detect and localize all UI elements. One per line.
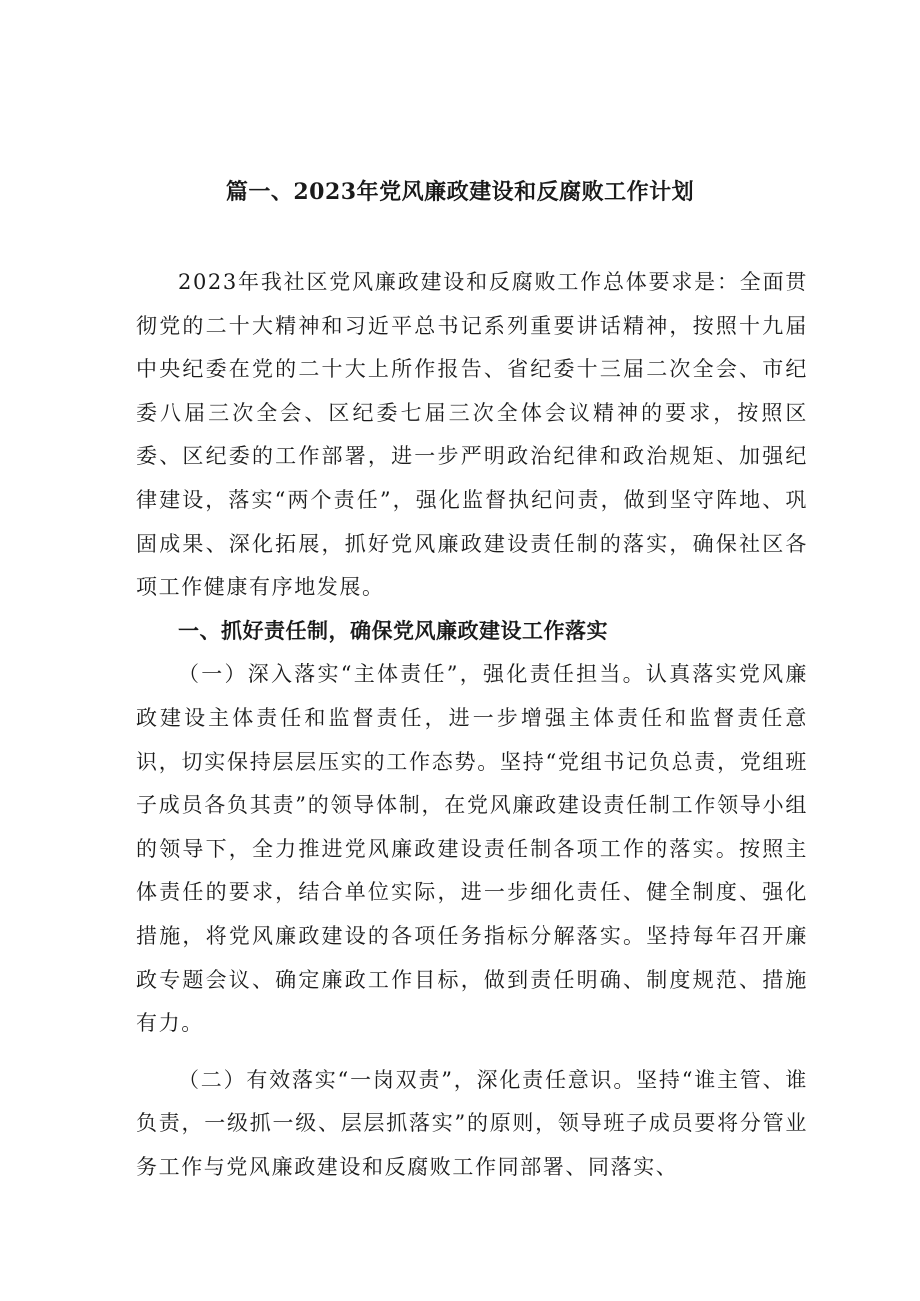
- section-heading-1: 一、抓好责任制，确保党风廉政建设工作落实: [178, 618, 608, 643]
- document-title: 篇一、2023年党风廉政建设和反腐败工作计划: [225, 179, 695, 205]
- paragraph-2: （二）有效落实“一岗双责”，深化责任意识。坚持“谁主管、谁负责，一级抓一级、层层抓落实”的原则，领导班子成员要将分管业务工作与党风廉政建设和反腐败工作同部署、同落实、: [136, 1067, 808, 1179]
- paragraph-intro: 2023年我社区党风廉政建设和反腐败工作总体要求是：全面贯彻党的二十大精神和习近平总书记系列重要讲话精神，按照十九届中央纪委在党的二十大上所作报告、省纪委十三届二次全会、市纪委八届三次全会、区纪委七届三次全体会议精神的要求，按照区委、区纪委的工作部署，进一步严明政治纪律和政治规矩、加强纪律建设，落实“两个责任”，强化监督执纪问责，做到坚守阵地、巩固成果、深化拓展，抓好党风廉政建设责任制的落实，确保社区各项工作健康有序地发展。: [136, 270, 808, 600]
- document-body: [136, 261, 808, 1189]
- paragraph-gap: [136, 1046, 808, 1059]
- paragraph-1: （一）深入落实“主体责任”，强化责任担当。认真落实党风廉政建设主体责任和监督责任，进一步增强主体责任和监督责任意识，切实保持层层压实的工作态势。坚持“党组书记负总责，党组班子成员各负其责”的领导体制，在党风廉政建设责任制工作领导小组的领导下，全力推进党风廉政建设责任制各项工作的落实。按照主体责任的要求，结合单位实际，进一步细化责任、健全制度、强化措施，将党风廉政建设的各项任务指标分解落实。坚持每年召开廉政专题会议、确定廉政工作目标，做到责任明确、制度规范、措施有力。: [136, 662, 808, 1036]
